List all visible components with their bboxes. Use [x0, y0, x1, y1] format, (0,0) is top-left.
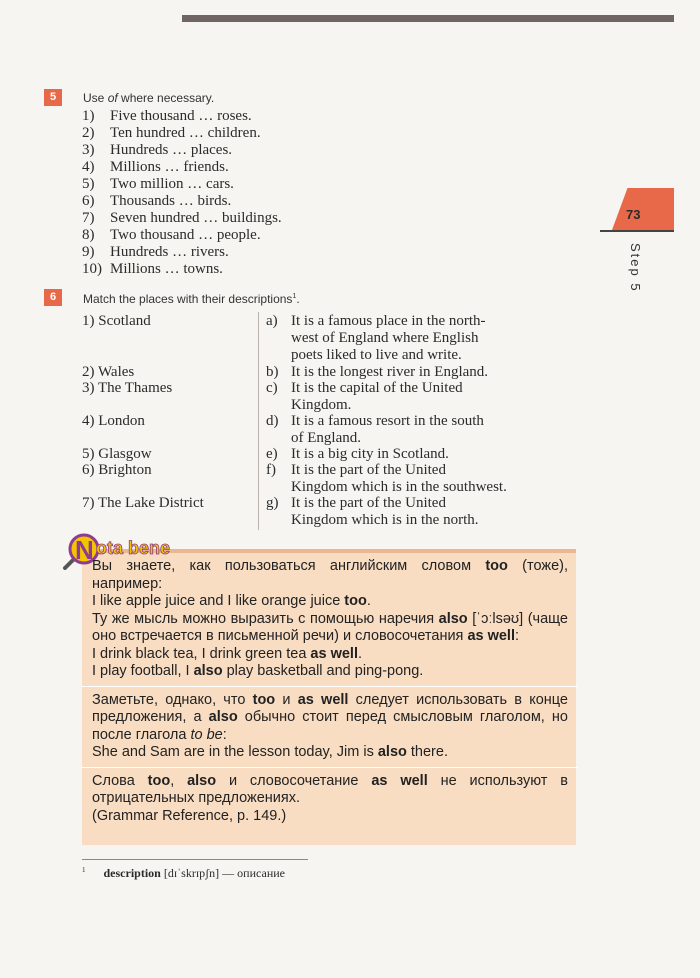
item-text: Ten hundred … children.: [110, 125, 261, 141]
page-number-tab: [612, 188, 674, 230]
magnifier-handle-icon: [65, 560, 73, 568]
nb-separator: [82, 767, 578, 768]
place-item: 2) Wales: [82, 364, 135, 380]
nb-example: I play football, I also play basketball and ping-pong.: [92, 663, 424, 679]
place-item: 5) Glasgow: [82, 446, 152, 462]
item-text: Hundreds … rivers.: [110, 244, 229, 260]
item-number: 10): [82, 261, 102, 277]
exercise-5-item: [82, 125, 282, 142]
exercise-5-item: [82, 261, 282, 278]
column-divider: [258, 312, 259, 530]
exercise-5-item: [82, 142, 282, 159]
exercise-5-item: [82, 159, 282, 176]
page-number-underline: [600, 230, 674, 232]
description-d: d) It is a famous resort in the south of England.: [266, 413, 484, 446]
item-number: 2): [82, 125, 95, 141]
exercise-5-item: [82, 108, 282, 125]
footnote-rule: [82, 859, 308, 860]
step-label: Step 5: [628, 243, 643, 293]
nb-example: I drink black tea, I drink green tea as well.: [92, 645, 363, 662]
nb-example: She and Sam are in the lesson today, Jim is also there.: [92, 744, 448, 760]
exercise-5-number: 5: [44, 89, 62, 106]
exercise-5-list: [82, 108, 282, 278]
nota-bene-text: [92, 558, 568, 825]
item-number: 9): [82, 244, 95, 260]
exercise-6-number: 6: [44, 289, 62, 306]
exercise-5-item: [82, 227, 282, 244]
nb-paragraph: Вы знаете, как пользоваться английским словом too (тоже), например:: [92, 558, 568, 592]
nb-paragraph: Слова too, also и словосочетание as well не используют в отрицательных предложениях.: [92, 772, 568, 806]
item-text: Hundreds … places.: [110, 142, 233, 158]
nb-paragraph: Ту же мысль можно выразить с помощью наречия also [ˈɔːlsəʊ] (чаще оно встречается в письменной речи) и словосочетания as well:: [92, 610, 568, 644]
description-e: e) It is a big city in Scotland.: [266, 446, 449, 462]
item-number: 7): [82, 210, 95, 226]
item-number: 3): [82, 142, 95, 158]
description-g: g) It is the part of the United Kingdom which is in the north.: [266, 495, 479, 528]
item-text: Millions … friends.: [110, 159, 229, 175]
exercise-6-instruction: Match the places with their descriptions$^1$.: [83, 292, 300, 306]
place-item: 7) The Lake District: [82, 495, 204, 511]
page-number: 73: [626, 207, 641, 222]
item-number: 5): [82, 176, 95, 192]
nota-bene-logo-text: ota bene: [96, 538, 171, 558]
top-decorative-bar: [182, 15, 674, 22]
exercise-5-item: [82, 176, 282, 193]
place-item: 4) London: [82, 413, 145, 429]
nb-reference: (Grammar Reference, p. 149.): [92, 807, 287, 824]
item-text: Thousands … birds.: [110, 193, 232, 209]
exercise-5-item: [82, 193, 282, 210]
exercise-5-instruction: Use of where necessary.: [83, 91, 215, 105]
description-b: b) It is the longest river in England.: [266, 364, 489, 380]
exercise-5-item: [82, 210, 282, 227]
item-text: Seven hundred … buildings.: [110, 210, 282, 226]
item-text: Two million … cars.: [110, 176, 234, 192]
item-text: Five thousand … roses.: [110, 108, 252, 124]
nb-paragraph: Заметьте, однако, что too и as well следует использовать в конце предложения, а also обычно стоит перед смысловым глаголом, но после глагола to be:: [92, 691, 569, 743]
footnote: $^1$ description [dɪˈskrɪpʃn] — описание: [82, 866, 285, 880]
place-item: 1) Scotland: [82, 313, 151, 329]
item-number: 4): [82, 159, 95, 175]
description-a: a) It is a famous place in the north- west of England where English poets liked to live and write.: [266, 313, 486, 363]
nb-separator: [82, 686, 578, 687]
place-item: 6) Brighton: [82, 462, 152, 478]
item-number: 6): [82, 193, 95, 209]
nota-bene-logo-letter: N: [75, 535, 94, 565]
item-text: Two thousand … people.: [110, 227, 261, 243]
description-f: f) It is the part of the United Kingdom which is in the southwest.: [266, 462, 507, 495]
place-item: 3) The Thames: [82, 380, 173, 396]
item-text: Millions … towns.: [110, 261, 223, 277]
item-number: 8): [82, 227, 95, 243]
description-c: c) It is the capital of the United Kingdom.: [266, 380, 463, 413]
item-number: 1): [82, 108, 95, 124]
exercise-5-item: [82, 244, 282, 261]
nb-example: I like apple juice and I like orange juice too.: [92, 593, 371, 609]
